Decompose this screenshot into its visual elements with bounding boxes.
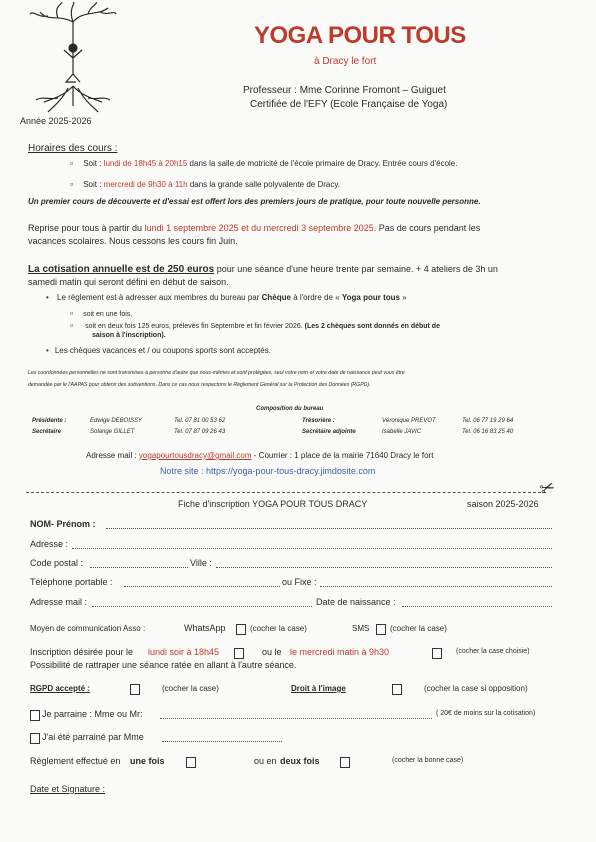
fee-line2: samedi matin qui seront défini en début de saison.: [28, 277, 229, 287]
phone-label: Téléphone portable :: [30, 577, 113, 587]
payment-cheque: Chèque: [261, 293, 291, 302]
cut-line: [26, 492, 546, 493]
or-text: ou le: [262, 647, 282, 657]
scissors-icon: ✂: [536, 476, 558, 501]
resume-rest: . Pas de cours pendant les: [373, 223, 481, 233]
hours-prefix: Soit :: [83, 180, 102, 189]
bureau-phone: Tel. 06 77 19 29 64: [462, 418, 514, 424]
payment-hint: (cocher la bonne case): [392, 757, 464, 764]
sms-checkbox[interactable]: [376, 624, 386, 635]
bureau-phone: Tel. 07 87 09 26 43: [174, 429, 226, 435]
bureau-row-1: [32, 418, 552, 428]
sms-label: SMS: [352, 624, 370, 633]
email-label: Adresse mail :: [30, 597, 88, 607]
fixed-phone-field[interactable]: [320, 586, 552, 587]
monday-option: lundi soir à 18h45: [148, 647, 220, 657]
bureau-person: Edwige DEBOISSY: [90, 418, 143, 424]
bureau-row-2: [32, 429, 552, 439]
sponsored-label: J'ai été parrainé par Mme: [42, 732, 144, 742]
wednesday-location: dans la grande salle polyvalente de Dracy.: [189, 180, 340, 189]
monday-time: lundi de 18h45 à 20h15: [103, 159, 188, 168]
whatsapp-hint: (cocher la case): [250, 624, 307, 633]
address-label: Adresse :: [30, 539, 69, 549]
choice-hint: (cocher la case choisie): [456, 648, 530, 655]
form-season: saison 2025-2026: [467, 499, 539, 509]
payment-payee: Yoga pour tous: [341, 293, 400, 302]
sponsored-row: [30, 732, 330, 744]
privacy-line2: demandée par le l'AAPAS pour obtenir des subventions. Dans ce cas nous respectons le Règlement Général sur la Protection des Données (RGPD).: [28, 382, 371, 388]
payment-or-label: ou en: [254, 756, 277, 766]
city-label: Ville :: [190, 558, 212, 568]
fee-sub-twice-line2: saison à l'inscription).: [92, 332, 166, 339]
address-field[interactable]: [72, 548, 552, 549]
fee-text: [28, 264, 498, 275]
bureau-role: Trésorière :: [302, 418, 335, 424]
birth-label: Date de naissance :: [316, 597, 396, 607]
sub-twice-text: soit en deux fois 125 euros, prélevés fin Septembre et fin février 2026.: [85, 323, 303, 330]
sponsor-note: ( 20€ de moins sur la cotisation): [436, 710, 536, 717]
monday-checkbox[interactable]: [234, 648, 244, 659]
sub-once-text: soit en une fois,: [83, 311, 133, 318]
privacy-line1: Les coordonnées personnelles ne sont transmises à personne d'autre que nous-mêmes et sont protégées, seul votre nom et votre date de naissance peut vous être: [28, 370, 405, 376]
fee-sub-once: [70, 308, 132, 318]
fee-bullet-payment: [46, 293, 407, 302]
bureau-role: Présidente :: [32, 418, 67, 424]
name-field[interactable]: [106, 528, 552, 529]
fee-bullet-vouchers: [46, 346, 271, 355]
name-label: NOM- Prénom :: [30, 519, 96, 529]
payment-order: à l'ordre de «: [293, 293, 340, 302]
rgpd-label: RGPD accepté :: [30, 684, 91, 693]
monday-location: dans la salle de motricité de l'école primaire de Dracy. Entrée cours d'école.: [189, 159, 458, 168]
bureau-person: Isabelle JAVIC: [382, 429, 422, 435]
image-right-checkbox[interactable]: [392, 684, 402, 695]
contact-line: [86, 451, 433, 460]
payment-row: [30, 756, 550, 768]
payment-end: »: [402, 293, 407, 302]
email-field[interactable]: [92, 606, 312, 607]
fee-sub-twice: [70, 320, 440, 330]
page-subtitle: à Dracy le fort: [314, 56, 377, 67]
inscription-row: [30, 647, 550, 659]
rgpd-checkbox[interactable]: [130, 684, 140, 695]
sponsor-checkbox[interactable]: [30, 710, 40, 721]
tree-yoga-logo: [28, 2, 118, 114]
image-right-hint: (cocher la case si opposition): [424, 684, 528, 693]
courier-address: - Courrier : 1 place de la mairie 71640 Dracy le fort: [253, 451, 434, 460]
wednesday-option: le mercredi matin à 9h30: [290, 647, 390, 657]
hours-heading: Horaires des cours :: [28, 143, 118, 154]
payment-prefix-label: Règlement effectué en: [30, 756, 121, 766]
bureau-heading: Composition du bureau: [256, 406, 324, 412]
mail-link[interactable]: yogapourtousdracy@gmail.com: [138, 451, 252, 460]
mail-label: Adresse mail :: [86, 451, 137, 460]
hours-line-monday: [70, 158, 457, 168]
vouchers-text: Les chèques vacances et / ou coupons sports sont acceptés.: [54, 346, 271, 355]
postal-label: Code postal :: [30, 558, 84, 568]
rgpd-hint: (cocher la case): [162, 684, 219, 693]
catchup-text: Possibilité de rattraper une séance ratée en allant à l'autre séance.: [30, 660, 297, 670]
bureau-role: Secrétaire adjointe: [302, 429, 356, 435]
sponsored-checkbox[interactable]: [30, 733, 40, 744]
year-text: Année 2025-2026: [20, 116, 92, 126]
comm-row: [30, 624, 550, 636]
image-right-label: Droit à l'image: [291, 684, 346, 693]
postal-field[interactable]: [90, 567, 188, 568]
whatsapp-label: WhatsApp: [184, 623, 226, 633]
payment-once-label: une fois: [130, 756, 165, 766]
resume-text: [28, 223, 480, 233]
bureau-phone: Tel. 06 16 83 25 40: [462, 429, 514, 435]
sponsor-label: Je parraine : Mme ou Mr:: [42, 709, 143, 719]
hours-prefix: Soit :: [83, 159, 102, 168]
site-label: Notre site :: [160, 466, 204, 476]
payment-twice-label: deux fois: [280, 756, 320, 766]
fee-heading: La cotisation annuelle est de 250 euros: [28, 264, 215, 275]
resume-dates: lundi 1 septembre 2025 et du mercredi 3 septembre 2025: [144, 223, 374, 233]
sms-hint: (cocher la case): [390, 624, 447, 633]
resume-line2: vacances scolaires. Nous cessons les cours fin Juin.: [28, 236, 238, 246]
page-title: YOGA POUR TOUS: [254, 22, 466, 49]
site-link[interactable]: https://yoga-pour-tous-dracy.jimdosite.com: [206, 466, 376, 476]
bureau-role: Secrétaire: [32, 429, 62, 435]
form-title: Fiche d'inscription YOGA POUR TOUS DRACY: [178, 499, 368, 509]
sponsored-field[interactable]: [162, 741, 282, 742]
city-field[interactable]: [216, 567, 552, 568]
sub-twice-note: (Les 2 chèques sont donnés en début de: [304, 323, 440, 330]
bureau-person: Véronique PREVOT: [382, 418, 436, 424]
fee-rest: pour une séance d'une heure trente par semaine. + 4 ateliers de 3h un: [216, 264, 498, 274]
wednesday-time: mercredi de 9h30 à 11h: [103, 180, 188, 189]
sponsor-field[interactable]: [160, 718, 432, 719]
wednesday-checkbox[interactable]: [432, 648, 442, 659]
bureau-person: Solange GILLET: [90, 429, 135, 435]
trial-notice: Un premier cours de découverte et d'essai est offert lors des premiers jours de pratique, pour toute nouvelle personne.: [28, 197, 481, 206]
payment-once-checkbox[interactable]: [186, 757, 196, 768]
certification-text: Certifiée de l'EFY (Ecole Française de Yoga): [250, 99, 448, 110]
birth-field[interactable]: [402, 606, 552, 607]
resume-prefix: Reprise pour tous à partir du: [28, 223, 143, 233]
bureau-phone: Tel. 07 81 00 53 62: [174, 418, 226, 424]
comm-label: Moyen de communication Asso :: [30, 624, 146, 633]
payment-prefix: Le règlement est à adresser aux membres du bureau par: [57, 293, 260, 302]
professor-text: Professeur : Mme Corinne Fromont – Guiguet: [243, 85, 446, 96]
signature-label: Date et Signature :: [30, 784, 106, 794]
hours-line-wednesday: [70, 179, 340, 189]
whatsapp-checkbox[interactable]: [236, 624, 246, 635]
rgpd-row: [30, 684, 550, 696]
inscription-prefix: Inscription désirée pour le: [30, 647, 134, 657]
site-line: [160, 466, 375, 476]
fixed-label: ou Fixe :: [282, 577, 317, 587]
phone-field[interactable]: [124, 586, 280, 587]
payment-twice-checkbox[interactable]: [340, 757, 350, 768]
